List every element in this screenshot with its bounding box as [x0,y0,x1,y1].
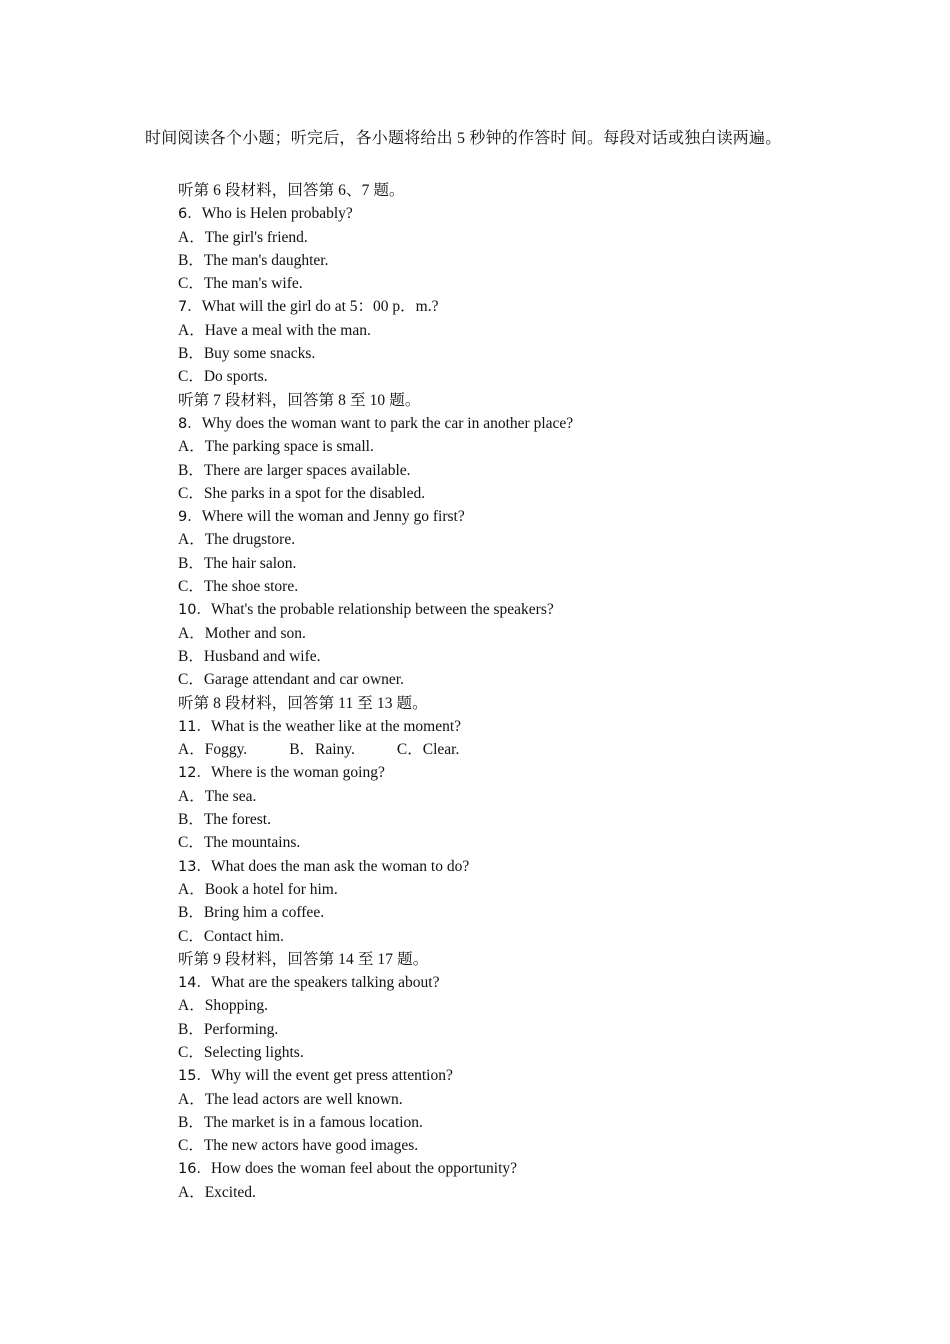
answer-option: A．Book a hotel for him. [178,880,338,898]
question-text: How does the woman feel about the opportunity? [210,1160,518,1178]
question-text: Where will the woman and Jenny go first? [201,508,465,526]
question-list [178,179,828,1204]
question-line [178,598,828,621]
question-line [178,412,828,435]
question-line [178,1064,828,1087]
answer-option: B．Performing. [178,1020,279,1038]
question-line [178,505,828,528]
question-text: What are the speakers talking about? [210,974,440,992]
answer-option: B．Husband and wife. [178,647,321,665]
question-number: 11． [178,718,211,735]
answer-option: C．The man's wife. [178,275,303,293]
question-line [178,1157,828,1180]
answer-option: A．The parking space is small. [178,438,374,456]
question-text: What is the weather like at the moment? [210,717,462,735]
answer-option: C．The new actors have good images. [178,1137,419,1155]
answer-option: B．The market is in a famous location. [178,1113,423,1131]
question-line [178,855,828,878]
question-text: Why will the event get press attention? [210,1067,453,1085]
question-number: 15． [178,1068,211,1085]
answer-option: B．There are larger spaces available. [178,461,411,479]
question-number: 7． [178,299,202,316]
answer-option: A．The girl's friend. [178,228,308,246]
question-number: 6． [178,206,202,223]
question-line [178,761,828,784]
question-line [178,715,828,738]
answer-option: A．The drugstore. [178,531,296,549]
question-line [178,971,828,994]
answer-option: C．The mountains. [178,834,301,852]
answer-option: C．Selecting lights. [178,1043,304,1061]
answer-option: C．Do sports. [178,368,268,386]
section-heading: 听第 8 段材料，回答第 11 至 13 题。 [178,694,428,712]
question-number: 14． [178,975,211,992]
question-line [178,295,828,318]
answer-option: B．Rainy. [289,741,355,759]
answer-option: C．Clear. [396,741,460,759]
section-heading: 听第 7 段材料，回答第 8 至 10 题。 [178,391,421,409]
answer-option: C．Garage attendant and car owner. [178,671,404,689]
answer-option: A．Shopping. [178,997,268,1015]
answer-option: C．She parks in a spot for the disabled. [178,484,426,502]
section-heading: 听第 9 段材料，回答第 14 至 17 题。 [178,950,429,968]
question-text: What does the man ask the woman to do? [210,857,470,875]
question-number: 16． [178,1161,211,1178]
answer-option: C．The shoe store. [178,578,299,596]
question-number: 9． [178,509,202,526]
question-text: Who is Helen probably? [201,205,353,223]
answer-option: A．Foggy. [178,741,248,759]
answer-option: A．Excited. [178,1183,256,1201]
answer-option: B．The man's daughter. [178,251,329,269]
answer-option: B．The forest. [178,811,271,829]
answer-option: A．The sea. [178,787,257,805]
answer-option: B．Buy some snacks. [178,345,316,363]
answer-option: B．The hair salon. [178,554,297,572]
answer-option: A．Have a meal with the man. [178,321,371,339]
intro-paragraph: 时间阅读各个小题；听完后，各小题将给出 5 秒钟的作答时 间。每段对话或独白读两遍。 [145,130,782,147]
answer-option: C．Contact him. [178,927,284,945]
answer-option: A．Mother and son. [178,624,306,642]
question-number: 8． [178,415,202,432]
question-line [178,202,828,225]
question-text: Why does the woman want to park the car in another place? [201,414,574,432]
answer-option: B．Bring him a coffee. [178,904,325,922]
question-text: What will the girl do at 5：00 p．m.? [201,298,439,316]
answer-option: A．The lead actors are well known. [178,1090,403,1108]
question-number: 13． [178,858,211,875]
answer-options-row [178,738,828,761]
question-text: Where is the woman going? [210,764,385,782]
question-text: What's the probable relationship between the speakers? [210,601,554,619]
section-heading: 听第 6 段材料，回答第 6、7 题。 [178,182,405,199]
question-number: 10． [178,602,211,619]
question-number: 12． [178,765,211,782]
